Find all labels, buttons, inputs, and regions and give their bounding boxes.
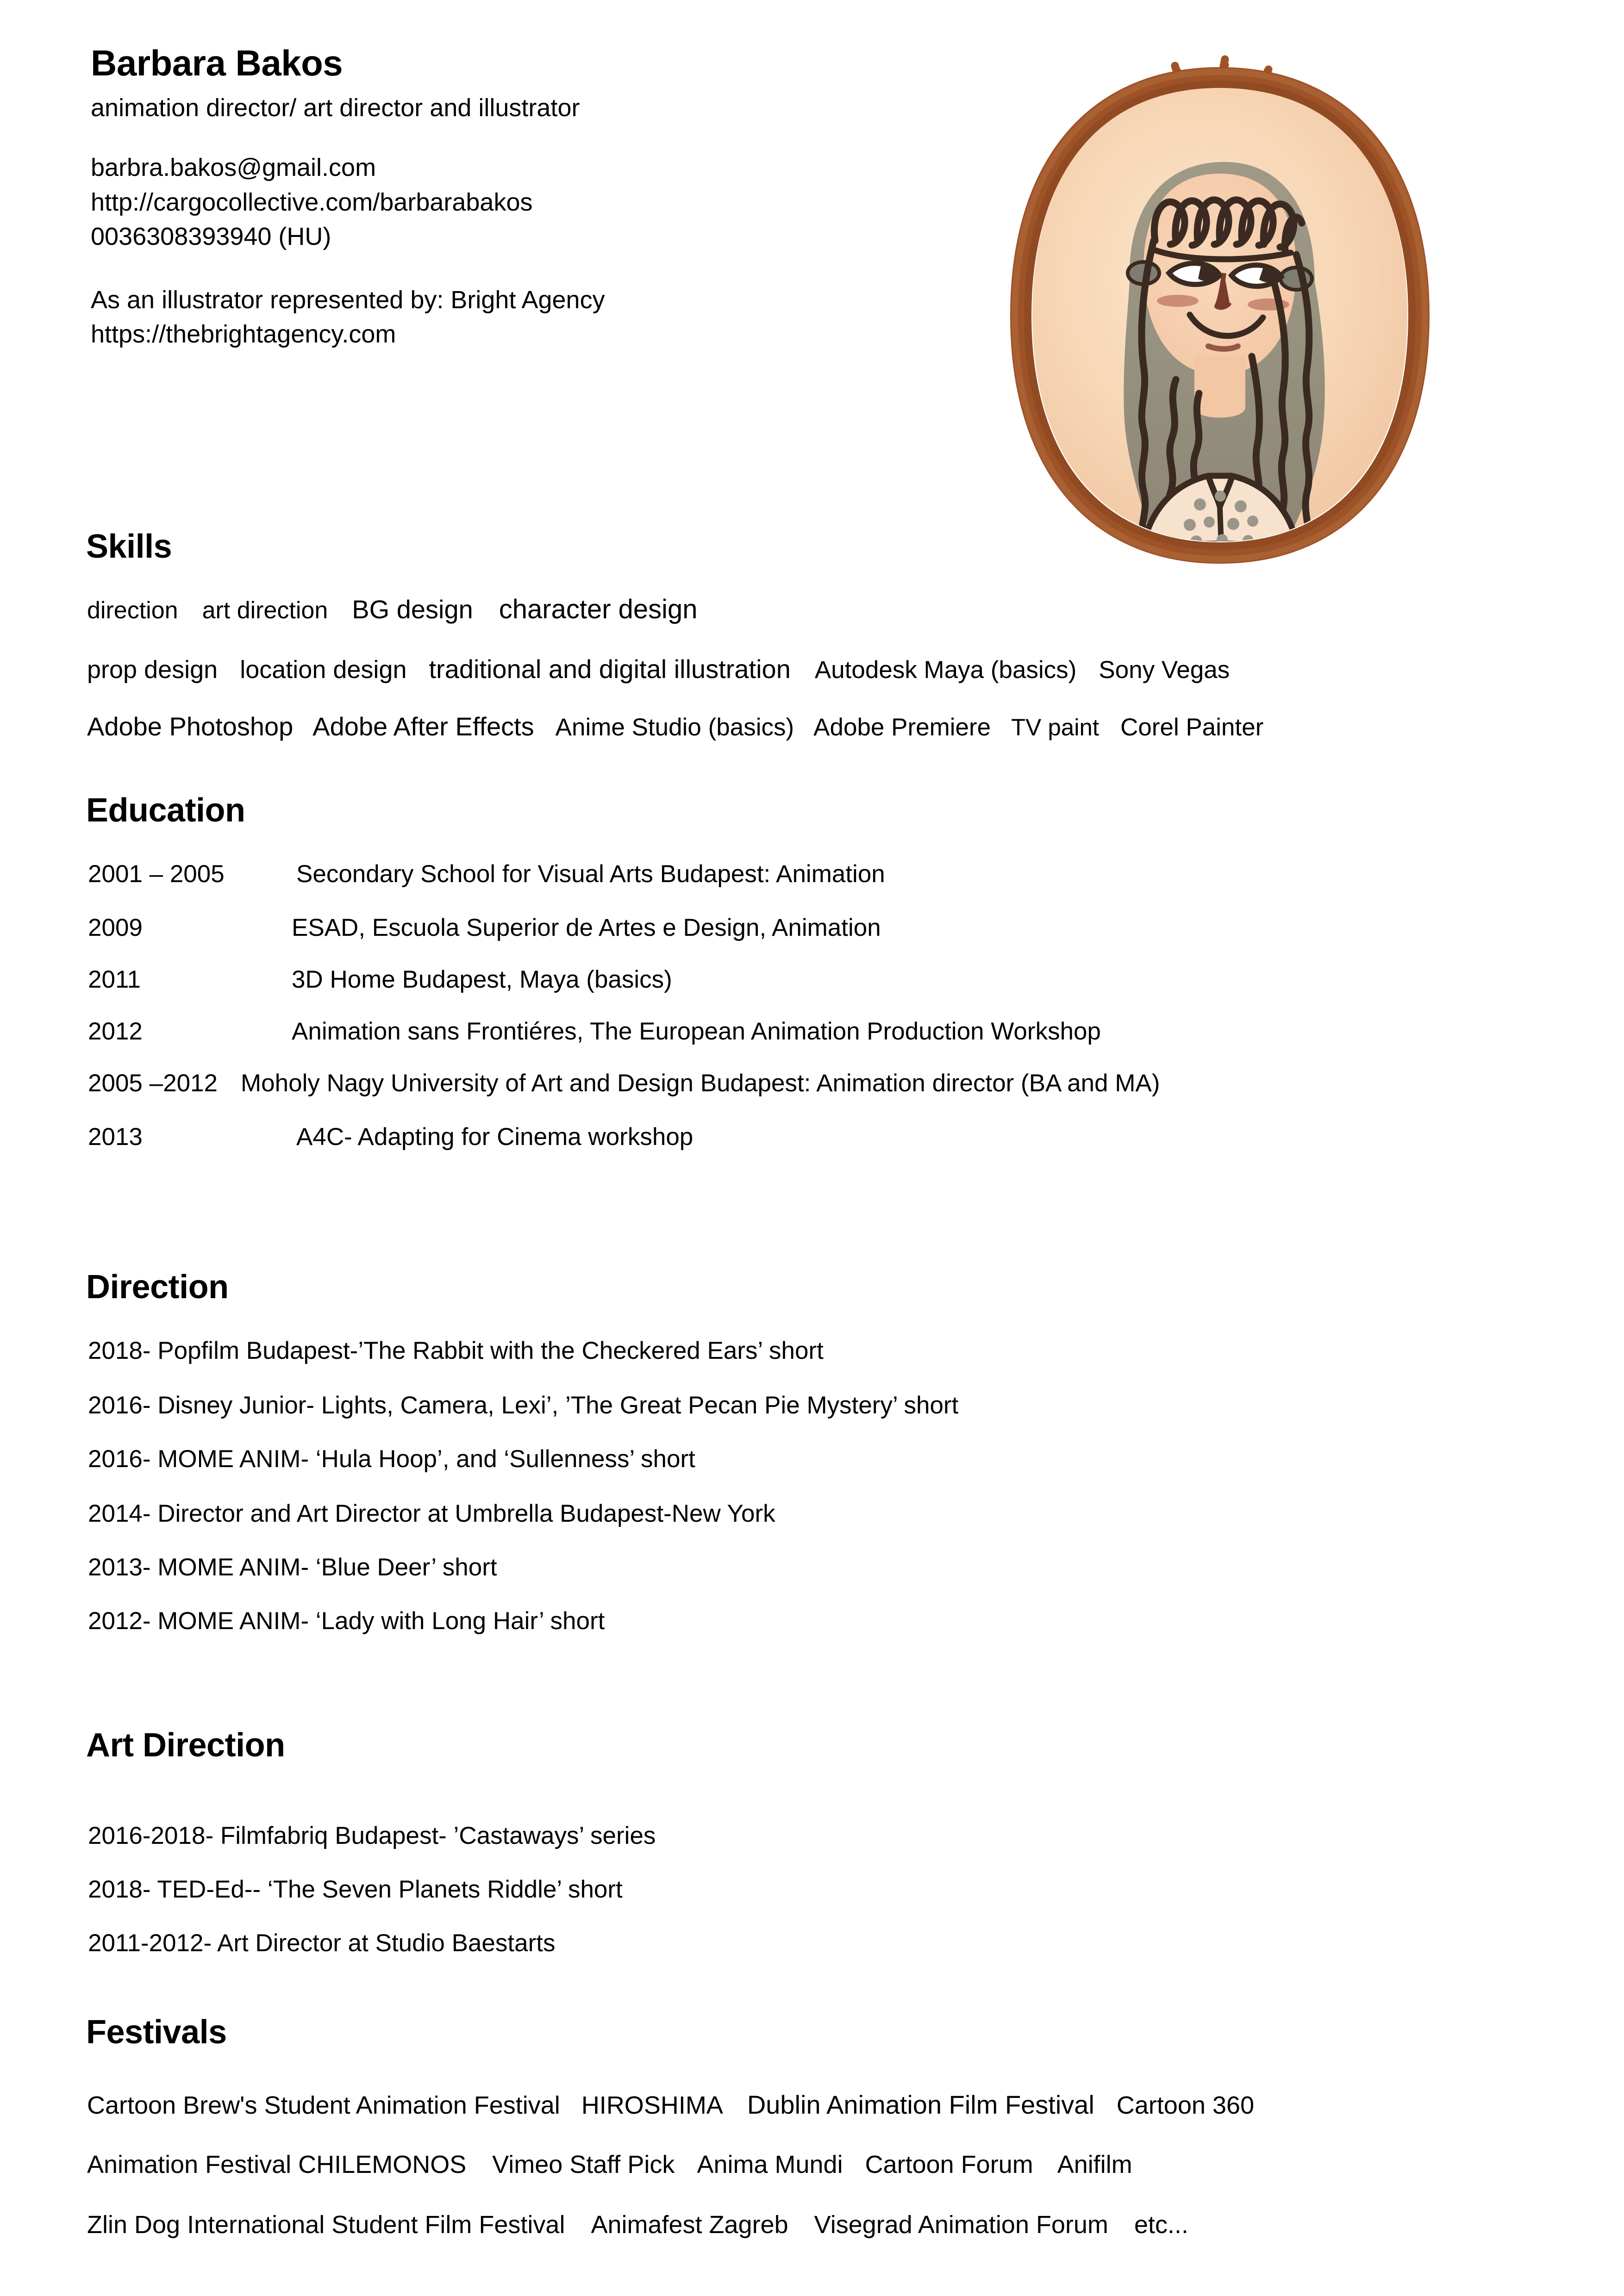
skills-row-3-item: Corel Painter: [1120, 714, 1264, 741]
contact-block: [91, 150, 970, 254]
skills-row-1-item: art direction: [202, 597, 328, 624]
skills-row-1-item: character design: [499, 594, 698, 624]
section-title-education: Education: [86, 792, 245, 829]
education-description: Moholy Nagy University of Art and Design Budapest: Animation director (BA and MA): [241, 1070, 1160, 1097]
education-year: 2011: [88, 966, 141, 993]
section-title-art-direction: Art Direction: [86, 1727, 285, 1764]
skills-row-3-item: Adobe Photoshop: [87, 712, 294, 741]
skills-row-3-item: Anime Studio (basics): [555, 714, 794, 741]
job-tagline: animation director/ art director and illustrator: [91, 93, 580, 122]
skills-row-2-item: traditional and digital illustration: [429, 654, 791, 684]
education-row: [88, 862, 885, 886]
festivals-row-1-item: HIROSHIMA: [581, 2091, 723, 2119]
art-direction-row: 2018- TED-Ed-- ‘The Seven Planets Riddle’ short: [88, 1876, 623, 1903]
festivals-row-3: [87, 2212, 1188, 2237]
direction-row: 2014- Director and Art Director at Umbrella Budapest-New York: [88, 1500, 775, 1527]
skills-row-2-item: prop design: [87, 656, 218, 684]
festivals-row-1: [87, 2092, 1254, 2118]
skills-row-2: [87, 656, 1230, 682]
education-row: [88, 967, 672, 992]
education-year: 2001 – 2005: [88, 860, 225, 888]
direction-row: 2013- MOME ANIM- ‘Blue Deer’ short: [88, 1554, 497, 1581]
agency-url-line[interactable]: https://thebrightagency.com: [91, 320, 396, 348]
direction-row: 2016- MOME ANIM- ‘Hula Hoop’, and ‘Sullenness’ short: [88, 1445, 695, 1473]
page-title: Barbara Bakos: [91, 43, 343, 83]
direction-row: 2012- MOME ANIM- ‘Lady with Long Hair’ short: [88, 1607, 605, 1635]
education-row: [88, 1019, 1101, 1044]
festivals-row-3-item: Zlin Dog International Student Film Festival: [87, 2211, 565, 2239]
education-description: 3D Home Budapest, Maya (basics): [292, 966, 672, 993]
education-description: ESAD, Escuola Superior de Artes e Design, Animation: [292, 914, 881, 941]
festivals-row-3-item: Visegrad Animation Forum: [814, 2211, 1108, 2239]
art-direction-row: 2011-2012- Art Director at Studio Baestarts: [88, 1929, 556, 1957]
skills-row-2-item: Sony Vegas: [1099, 656, 1230, 684]
festivals-row-3-item: etc...: [1134, 2211, 1189, 2239]
header-block: [91, 44, 970, 352]
skills-row-1-item: direction: [87, 597, 178, 624]
direction-row: 2016- Disney Junior- Lights, Camera, Lexi’, ’The Great Pecan Pie Mystery’ short: [88, 1392, 959, 1419]
skills-row-3-item: Adobe After Effects: [312, 712, 534, 741]
education-year: 2005 –2012: [88, 1070, 218, 1097]
festivals-row-2-item: Anima Mundi: [697, 2151, 843, 2178]
education-description: Animation sans Frontiéres, The European Animation Production Workshop: [292, 1018, 1101, 1045]
website-line[interactable]: http://cargocollective.com/barbarabakos: [91, 188, 533, 216]
skills-row-2-item: location design: [240, 656, 407, 684]
festivals-row-2-item: Animation Festival CHILEMONOS: [87, 2151, 467, 2178]
agency-block: [91, 283, 970, 352]
festivals-row-2-item: Cartoon Forum: [865, 2151, 1033, 2178]
skills-row-2-item: Autodesk Maya (basics): [814, 656, 1077, 684]
section-title-direction: Direction: [86, 1269, 229, 1306]
agency-representation-line: As an illustrator represented by: Bright Agency: [91, 286, 605, 314]
festivals-row-1-item: Cartoon 360: [1116, 2091, 1255, 2119]
skills-row-3-item: TV paint: [1011, 714, 1099, 740]
education-year: 2009: [88, 914, 143, 941]
section-title-festivals: Festivals: [86, 2014, 227, 2051]
portrait-illustration: [991, 23, 1449, 611]
festivals-row-1-item: Dublin Animation Film Festival: [747, 2090, 1094, 2119]
direction-row: 2018- Popfilm Budapest-’The Rabbit with the Checkered Ears’ short: [88, 1337, 824, 1364]
skills-row-1: [87, 596, 698, 623]
education-row: [88, 1125, 693, 1149]
skills-row-1-item: BG design: [352, 595, 473, 624]
festivals-row-2-item: Vimeo Staff Pick: [492, 2151, 675, 2178]
education-description: A4C- Adapting for Cinema workshop: [296, 1123, 693, 1151]
art-direction-row: 2016-2018- Filmfabriq Budapest- ’Castaways’ series: [88, 1822, 656, 1849]
section-title-skills: Skills: [86, 528, 172, 565]
festivals-row-2-item: Anifilm: [1057, 2151, 1132, 2178]
left-cheek: [1157, 295, 1199, 307]
education-row: [88, 1071, 1160, 1095]
education-year: 2013: [88, 1123, 143, 1151]
festivals-row-2: [87, 2152, 1132, 2177]
phone-line: 0036308393940 (HU): [91, 223, 331, 251]
festivals-row-3-item: Animafest Zagreb: [591, 2211, 788, 2239]
email-line: barbra.bakos@gmail.com: [91, 154, 376, 182]
education-year: 2012: [88, 1018, 143, 1045]
education-row: [88, 915, 881, 940]
festivals-row-1-item: Cartoon Brew's Student Animation Festival: [87, 2091, 560, 2119]
skills-row-3-item: Adobe Premiere: [813, 714, 991, 741]
education-description: Secondary School for Visual Arts Budapest: Animation: [296, 860, 885, 888]
skills-row-3: [87, 714, 1263, 740]
